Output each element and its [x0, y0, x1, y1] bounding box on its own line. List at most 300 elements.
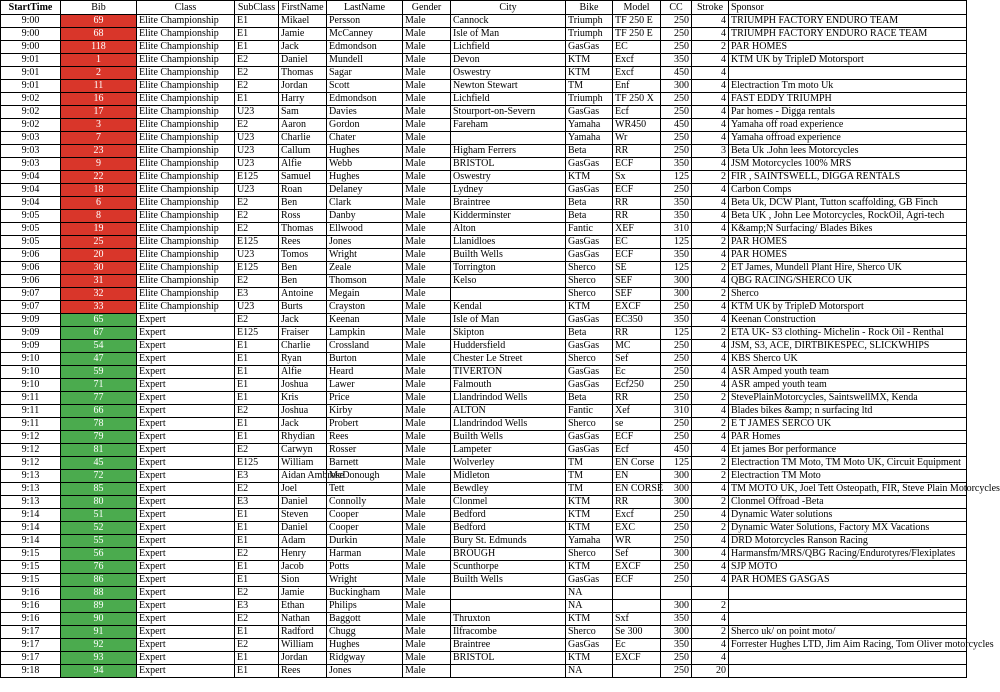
bike-cell: GasGas [566, 340, 613, 353]
bike-cell: Sherco [566, 626, 613, 639]
bike-cell: TM [566, 80, 613, 93]
model-cell: RR [613, 327, 661, 340]
first-name-cell: Carwyn [279, 444, 327, 457]
bike-cell: GasGas [566, 379, 613, 392]
bib-cell: 92 [61, 639, 137, 652]
cc-cell: 250 [661, 431, 692, 444]
city-cell: Isle of Man [451, 28, 566, 41]
sponsor-cell: JSM Motorcycles 100% MRS [729, 158, 967, 171]
subclass-cell: E1 [235, 522, 279, 535]
subclass-cell: E1 [235, 340, 279, 353]
table-row [1, 535, 967, 548]
subclass-cell: E2 [235, 613, 279, 626]
stroke-cell: 2 [692, 236, 729, 249]
city-cell: Bedford [451, 509, 566, 522]
cc-cell: 350 [661, 158, 692, 171]
subclass-cell: E1 [235, 418, 279, 431]
city-cell: ALTON [451, 405, 566, 418]
gender-cell: Male [403, 301, 451, 314]
class-cell: Expert [137, 574, 235, 587]
class-cell: Expert [137, 340, 235, 353]
table-row [1, 93, 967, 106]
stroke-cell: 4 [692, 301, 729, 314]
city-cell: Bury St. Edmunds [451, 535, 566, 548]
model-cell: WR [613, 535, 661, 548]
cc-cell: 350 [661, 54, 692, 67]
table-row [1, 301, 967, 314]
model-cell: RR [613, 145, 661, 158]
sponsor-cell [729, 613, 967, 626]
bike-cell: KTM [566, 509, 613, 522]
model-cell: EXCF [613, 301, 661, 314]
first-name-cell: Thomas [279, 223, 327, 236]
start-time-cell: 9:03 [1, 132, 61, 145]
sponsor-cell [729, 652, 967, 665]
cc-cell: 125 [661, 262, 692, 275]
bike-cell: KTM [566, 613, 613, 626]
bike-cell: Triumph [566, 15, 613, 28]
last-name-cell: Thomson [327, 275, 403, 288]
model-cell: Wr [613, 132, 661, 145]
bib-cell: 16 [61, 93, 137, 106]
bib-cell: 18 [61, 184, 137, 197]
bib-cell: 17 [61, 106, 137, 119]
bib-cell: 32 [61, 288, 137, 301]
subclass-cell: E1 [235, 392, 279, 405]
model-cell: ECF [613, 158, 661, 171]
stroke-cell: 4 [692, 67, 729, 80]
city-cell: Builth Wells [451, 574, 566, 587]
gender-cell: Male [403, 626, 451, 639]
model-cell: MC [613, 340, 661, 353]
bike-cell: Beta [566, 392, 613, 405]
bib-cell: 6 [61, 197, 137, 210]
stroke-cell: 4 [692, 535, 729, 548]
start-time-cell: 9:06 [1, 275, 61, 288]
start-time-cell: 9:12 [1, 444, 61, 457]
first-name-cell: Jack [279, 314, 327, 327]
last-name-cell: McDonough [327, 470, 403, 483]
subclass-cell: U23 [235, 145, 279, 158]
class-cell: Elite Championship [137, 210, 235, 223]
cc-cell: 125 [661, 236, 692, 249]
sponsor-cell: TM MOTO UK, Joel Tett Osteopath, FIR, Steve Plain Motorcycles [729, 483, 967, 496]
start-time-cell: 9:15 [1, 574, 61, 587]
table-row [1, 262, 967, 275]
gender-cell: Male [403, 444, 451, 457]
cc-cell: 250 [661, 535, 692, 548]
gender-cell: Male [403, 418, 451, 431]
start-time-cell: 9:07 [1, 301, 61, 314]
class-cell: Expert [137, 327, 235, 340]
bib-cell: 23 [61, 145, 137, 158]
first-name-cell: Ethan [279, 600, 327, 613]
gender-cell: Male [403, 522, 451, 535]
sponsor-cell: Dynamic Water Solutions, Factory MX Vacations [729, 522, 967, 535]
last-name-cell: Megain [327, 288, 403, 301]
subclass-cell: E125 [235, 171, 279, 184]
first-name-cell: Fraiser [279, 327, 327, 340]
table-row [1, 639, 967, 652]
class-cell: Expert [137, 652, 235, 665]
cc-cell: 250 [661, 561, 692, 574]
last-name-cell: Wright [327, 249, 403, 262]
gender-cell: Male [403, 639, 451, 652]
city-cell: Higham Ferrers [451, 145, 566, 158]
cc-cell: 250 [661, 93, 692, 106]
stroke-cell: 4 [692, 431, 729, 444]
first-name-cell: Jamie [279, 28, 327, 41]
bike-cell: Yamaha [566, 132, 613, 145]
table-row [1, 15, 967, 28]
sponsor-cell: FAST EDDY TRIUMPH [729, 93, 967, 106]
sponsor-cell: ASR Amped youth team [729, 366, 967, 379]
start-time-cell: 9:01 [1, 67, 61, 80]
bike-cell: Fantic [566, 405, 613, 418]
start-time-cell: 9:17 [1, 652, 61, 665]
gender-cell: Male [403, 574, 451, 587]
last-name-cell: Zeale [327, 262, 403, 275]
sponsor-cell: Par homes - Digga rentals [729, 106, 967, 119]
last-name-cell: Cooper [327, 522, 403, 535]
cc-cell: 250 [661, 301, 692, 314]
model-cell: EN CORSE [613, 483, 661, 496]
subclass-cell: E2 [235, 197, 279, 210]
column-header-bib: Bib [61, 1, 137, 15]
start-time-cell: 9:02 [1, 119, 61, 132]
class-cell: Expert [137, 483, 235, 496]
bib-cell: 79 [61, 431, 137, 444]
cc-cell: 250 [661, 509, 692, 522]
model-cell: RR [613, 210, 661, 223]
city-cell: Newton Stewart [451, 80, 566, 93]
bib-cell: 67 [61, 327, 137, 340]
start-time-cell: 9:16 [1, 587, 61, 600]
sponsor-cell: PAR HOMES GASGAS [729, 574, 967, 587]
stroke-cell: 4 [692, 613, 729, 626]
subclass-cell: U23 [235, 106, 279, 119]
bib-cell: 71 [61, 379, 137, 392]
start-time-cell: 9:10 [1, 379, 61, 392]
last-name-cell: Jones [327, 665, 403, 678]
bib-cell: 11 [61, 80, 137, 93]
stroke-cell: 4 [692, 197, 729, 210]
table-row [1, 249, 967, 262]
start-time-cell: 9:11 [1, 392, 61, 405]
class-cell: Elite Championship [137, 28, 235, 41]
last-name-cell: Philips [327, 600, 403, 613]
subclass-cell: E1 [235, 535, 279, 548]
table-row [1, 652, 967, 665]
gender-cell: Male [403, 561, 451, 574]
last-name-cell: Connolly [327, 496, 403, 509]
subclass-cell: E1 [235, 353, 279, 366]
cc-cell: 350 [661, 249, 692, 262]
city-cell: Devon [451, 54, 566, 67]
gender-cell: Male [403, 275, 451, 288]
city-cell: Braintree [451, 639, 566, 652]
sponsor-cell: JSM, S3, ACE, DIRTBIKESPEC, SLICKWHIPS [729, 340, 967, 353]
stroke-cell: 4 [692, 106, 729, 119]
stroke-cell: 4 [692, 483, 729, 496]
table-row [1, 119, 967, 132]
last-name-cell: Sagar [327, 67, 403, 80]
table-row [1, 353, 967, 366]
class-cell: Expert [137, 600, 235, 613]
table-row [1, 327, 967, 340]
bib-cell: 2 [61, 67, 137, 80]
bib-cell: 45 [61, 457, 137, 470]
table-row [1, 509, 967, 522]
stroke-cell: 2 [692, 626, 729, 639]
city-cell: Kendal [451, 301, 566, 314]
first-name-cell: Thomas [279, 67, 327, 80]
sponsor-cell: Yamaha off road experience [729, 119, 967, 132]
last-name-cell: Mundell [327, 54, 403, 67]
sponsor-cell: Harmansfm/MRS/QBG Racing/Endurotyres/Flexiplates [729, 548, 967, 561]
cc-cell: 125 [661, 327, 692, 340]
sponsor-cell: Clonmel Offroad -Beta [729, 496, 967, 509]
start-time-cell: 9:00 [1, 15, 61, 28]
last-name-cell: Edmondson [327, 93, 403, 106]
gender-cell: Male [403, 67, 451, 80]
sponsor-cell: Sherco [729, 288, 967, 301]
city-cell [451, 665, 566, 678]
class-cell: Elite Championship [137, 132, 235, 145]
bike-cell: KTM [566, 301, 613, 314]
model-cell: EN [613, 470, 661, 483]
gender-cell: Male [403, 197, 451, 210]
stroke-cell: 4 [692, 54, 729, 67]
city-cell: Bedford [451, 522, 566, 535]
bike-cell: KTM [566, 522, 613, 535]
last-name-cell: Gordon [327, 119, 403, 132]
model-cell: ECF [613, 574, 661, 587]
bib-cell: 88 [61, 587, 137, 600]
bike-cell: GasGas [566, 158, 613, 171]
start-time-cell: 9:11 [1, 418, 61, 431]
stroke-cell: 2 [692, 262, 729, 275]
subclass-cell: E2 [235, 80, 279, 93]
bib-cell: 33 [61, 301, 137, 314]
gender-cell: Male [403, 119, 451, 132]
subclass-cell: E2 [235, 54, 279, 67]
gender-cell: Male [403, 457, 451, 470]
class-cell: Expert [137, 379, 235, 392]
start-time-cell: 9:10 [1, 366, 61, 379]
last-name-cell: Wright [327, 574, 403, 587]
gender-cell: Male [403, 392, 451, 405]
bib-cell: 3 [61, 119, 137, 132]
subclass-cell: E1 [235, 626, 279, 639]
gender-cell: Male [403, 93, 451, 106]
first-name-cell: Alfie [279, 158, 327, 171]
cc-cell: 250 [661, 145, 692, 158]
last-name-cell: Heard [327, 366, 403, 379]
bib-cell: 54 [61, 340, 137, 353]
stroke-cell: 4 [692, 548, 729, 561]
city-cell: Oswestry [451, 171, 566, 184]
class-cell: Elite Championship [137, 197, 235, 210]
cc-cell: 310 [661, 223, 692, 236]
first-name-cell: Daniel [279, 54, 327, 67]
start-time-cell: 9:09 [1, 314, 61, 327]
last-name-cell: Persson [327, 15, 403, 28]
bib-cell: 52 [61, 522, 137, 535]
model-cell: EXCF [613, 561, 661, 574]
cc-cell: 300 [661, 470, 692, 483]
gender-cell: Male [403, 28, 451, 41]
gender-cell: Male [403, 314, 451, 327]
start-time-cell: 9:01 [1, 54, 61, 67]
bike-cell: KTM [566, 67, 613, 80]
model-cell: SEF [613, 288, 661, 301]
bib-cell: 77 [61, 392, 137, 405]
table-row [1, 548, 967, 561]
subclass-cell: E2 [235, 67, 279, 80]
class-cell: Expert [137, 561, 235, 574]
bib-cell: 78 [61, 418, 137, 431]
model-cell: Ecf250 [613, 379, 661, 392]
cc-cell [661, 587, 692, 600]
class-cell: Expert [137, 314, 235, 327]
sponsor-cell: Dynamic Water solutions [729, 509, 967, 522]
bike-cell: KTM [566, 652, 613, 665]
cc-cell: 300 [661, 600, 692, 613]
sponsor-cell: SJP MOTO [729, 561, 967, 574]
sponsor-cell: StevePlainMotorcycles, SaintswellMX, Kenda [729, 392, 967, 405]
gender-cell: Male [403, 288, 451, 301]
last-name-cell: Hughes [327, 145, 403, 158]
model-cell: WR450 [613, 119, 661, 132]
first-name-cell: Nathan [279, 613, 327, 626]
model-cell: Sxf [613, 613, 661, 626]
first-name-cell: Radford [279, 626, 327, 639]
start-time-cell: 9:06 [1, 262, 61, 275]
sponsor-cell: PAR HOMES [729, 249, 967, 262]
bib-cell: 80 [61, 496, 137, 509]
model-cell: EC [613, 236, 661, 249]
first-name-cell: Daniel [279, 522, 327, 535]
subclass-cell: E125 [235, 327, 279, 340]
gender-cell: Male [403, 652, 451, 665]
table-row [1, 210, 967, 223]
last-name-cell: Potts [327, 561, 403, 574]
city-cell: Braintree [451, 197, 566, 210]
gender-cell: Male [403, 470, 451, 483]
city-cell: Llanidloes [451, 236, 566, 249]
stroke-cell: 4 [692, 366, 729, 379]
subclass-cell: E1 [235, 561, 279, 574]
last-name-cell: Durkin [327, 535, 403, 548]
last-name-cell: Baggott [327, 613, 403, 626]
column-header-sponsor: Sponsor [729, 1, 967, 15]
subclass-cell: E1 [235, 431, 279, 444]
first-name-cell: Jack [279, 418, 327, 431]
city-cell: Midleton [451, 470, 566, 483]
table-row [1, 418, 967, 431]
sponsor-cell: Forrester Hughes LTD, Jim Aim Racing, Tom Oliver motorcycles [729, 639, 967, 652]
model-cell: SEF [613, 275, 661, 288]
start-time-cell: 9:00 [1, 41, 61, 54]
first-name-cell: Daniel [279, 496, 327, 509]
first-name-cell: Rees [279, 665, 327, 678]
stroke-cell: 4 [692, 561, 729, 574]
table-row [1, 444, 967, 457]
cc-cell: 450 [661, 67, 692, 80]
bib-cell: 22 [61, 171, 137, 184]
city-cell: Bewdley [451, 483, 566, 496]
start-time-cell: 9:16 [1, 600, 61, 613]
gender-cell: Male [403, 431, 451, 444]
table-row [1, 600, 967, 613]
gender-cell: Male [403, 80, 451, 93]
subclass-cell: U23 [235, 301, 279, 314]
bike-cell: GasGas [566, 639, 613, 652]
cc-cell: 250 [661, 418, 692, 431]
table-row [1, 574, 967, 587]
city-cell: Builth Wells [451, 249, 566, 262]
sponsor-cell: Beta Uk, DCW Plant, Tutton scaffolding, GB Finch [729, 197, 967, 210]
bib-cell: 7 [61, 132, 137, 145]
subclass-cell: E2 [235, 483, 279, 496]
gender-cell: Male [403, 236, 451, 249]
model-cell: EXC [613, 522, 661, 535]
model-cell: TF 250 E [613, 15, 661, 28]
bike-cell: NA [566, 665, 613, 678]
sponsor-cell: FIR , SAINTSWELL, DIGGA RENTALS [729, 171, 967, 184]
last-name-cell: Davies [327, 106, 403, 119]
sponsor-cell: K&amp;N Surfacing/ Blades Bikes [729, 223, 967, 236]
stroke-cell: 4 [692, 639, 729, 652]
last-name-cell: Chater [327, 132, 403, 145]
cc-cell: 250 [661, 106, 692, 119]
start-time-cell: 9:05 [1, 210, 61, 223]
stroke-cell: 4 [692, 15, 729, 28]
gender-cell: Male [403, 210, 451, 223]
bike-cell: GasGas [566, 366, 613, 379]
cc-cell: 250 [661, 366, 692, 379]
start-time-cell: 9:05 [1, 223, 61, 236]
class-cell: Expert [137, 522, 235, 535]
sponsor-cell: Electraction TM Moto [729, 470, 967, 483]
bike-cell: GasGas [566, 431, 613, 444]
table-row [1, 132, 967, 145]
city-cell: Llandrindod Wells [451, 392, 566, 405]
class-cell: Expert [137, 405, 235, 418]
last-name-cell: Hughes [327, 639, 403, 652]
cc-cell: 300 [661, 548, 692, 561]
table-row [1, 28, 967, 41]
gender-cell: Male [403, 184, 451, 197]
class-cell: Expert [137, 457, 235, 470]
model-cell: EXCF [613, 652, 661, 665]
stroke-cell: 4 [692, 652, 729, 665]
start-time-cell: 9:04 [1, 171, 61, 184]
city-cell: Llandrindod Wells [451, 418, 566, 431]
bike-cell: KTM [566, 561, 613, 574]
bib-cell: 91 [61, 626, 137, 639]
sponsor-cell: Electraction TM Moto, TM Moto UK, Circuit Equipment [729, 457, 967, 470]
model-cell: TF 250 E [613, 28, 661, 41]
city-cell [451, 288, 566, 301]
gender-cell: Male [403, 223, 451, 236]
column-header-bike: Bike [566, 1, 613, 15]
class-cell: Expert [137, 587, 235, 600]
bike-cell: Yamaha [566, 119, 613, 132]
stroke-cell: 2 [692, 418, 729, 431]
table-row [1, 197, 967, 210]
